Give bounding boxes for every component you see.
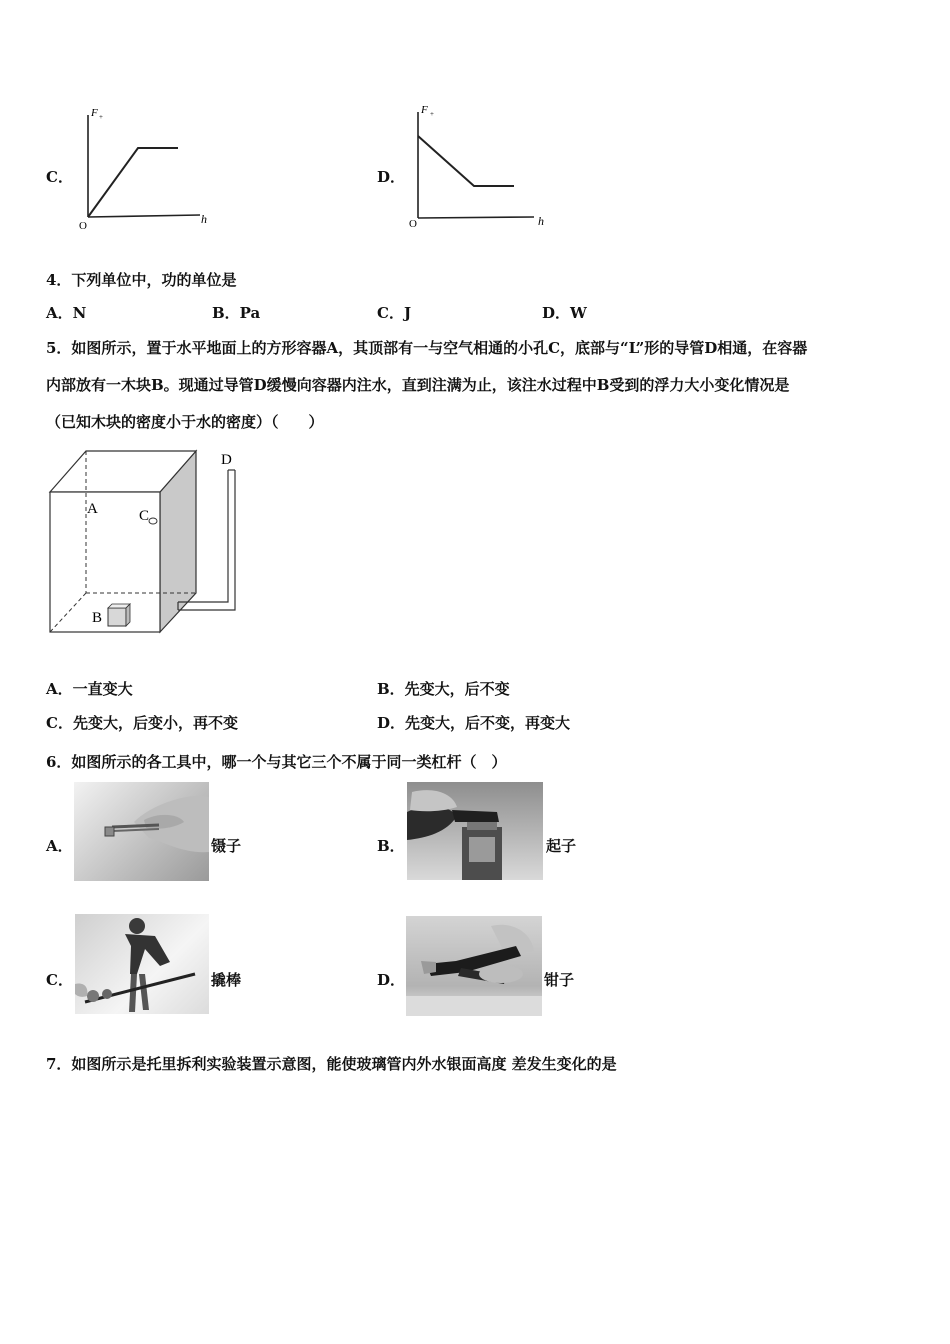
q5-option-c: C．先变大，后变小，再不变 <box>46 714 238 732</box>
q4-option-c: C．J <box>377 304 412 322</box>
q6-option-c-label: C． <box>46 971 73 989</box>
graph-c-y-sub: + <box>99 113 103 121</box>
graph-c-y-label: F <box>91 107 98 119</box>
graph-d-y-label: F <box>421 104 428 116</box>
graph-c-curve <box>88 148 178 217</box>
q3-graph-d <box>404 100 554 235</box>
q5-stem-line3: （已知木块的密度小于水的密度）（ ） <box>46 413 324 431</box>
q6-stem: 6．如图所示的各工具中，哪一个与其它三个不属于同一类杠杆（ ） <box>46 753 507 771</box>
graph-d-curve <box>418 136 514 186</box>
q3-graph-c <box>72 100 222 235</box>
q4-option-b: B．Pa <box>212 304 261 322</box>
q6-option-d-label: D． <box>377 971 406 989</box>
q5-option-b: B．先变大，后不变 <box>377 680 510 698</box>
q6-option-a-name: 镊子 <box>211 837 242 855</box>
q6-option-a-label: A． <box>46 837 73 855</box>
q3-option-d-label: D． <box>377 168 406 186</box>
label-b: B <box>92 610 103 626</box>
q3-option-c-label: C． <box>46 168 73 186</box>
graph-d-x-axis <box>418 217 534 218</box>
q4-stem: 4．下列单位中，功的单位是 <box>46 271 237 289</box>
tweezers-photo <box>74 782 209 881</box>
q6-option-b-label: B． <box>377 837 405 855</box>
q5-container-figure <box>40 440 250 640</box>
q6-option-b-name: 起子 <box>546 837 577 855</box>
q5-stem-line2: 内部放有一木块B。现通过导管D缓慢向容器内注水，直到注满为止，该注水过程中B受到的浮力大小变化情况是 <box>46 376 790 394</box>
q4-option-d: D．W <box>542 304 587 322</box>
crowbar-photo <box>75 914 209 1014</box>
pipe-d-outer <box>196 470 228 602</box>
hole-c <box>149 518 157 524</box>
graph-c-x-axis <box>88 215 200 217</box>
graph-c-x-label: h <box>201 212 207 226</box>
q6-option-c-name: 撬棒 <box>211 971 242 989</box>
q5-option-d: D．先变大，后不变，再变大 <box>377 714 571 732</box>
q5-option-a: A．一直变大 <box>46 680 133 698</box>
wood-block-b <box>108 608 126 626</box>
graph-d-x-label: h <box>538 214 544 228</box>
graph-d-y-sub: + <box>430 110 434 118</box>
label-c: C <box>139 508 150 524</box>
pliers-photo <box>406 916 542 1016</box>
q5-stem-line1: 5．如图所示，置于水平地面上的方形容器A，其顶部有一与空气相通的小孔C，底部与“L”形的导管D相通，在容器 <box>46 339 808 357</box>
label-a: A <box>87 501 98 517</box>
graph-d-origin: O <box>409 218 417 230</box>
q4-option-a: A．N <box>46 304 87 322</box>
q6-option-d-name: 钳子 <box>544 971 575 989</box>
label-d: D <box>221 452 232 468</box>
q7-stem: 7．如图所示是托里拆利实验装置示意图，能使玻璃管内外水银面高度 差发生变化的是 <box>46 1055 617 1073</box>
graph-c-origin: O <box>79 220 87 232</box>
bottle-opener-photo <box>407 782 543 880</box>
